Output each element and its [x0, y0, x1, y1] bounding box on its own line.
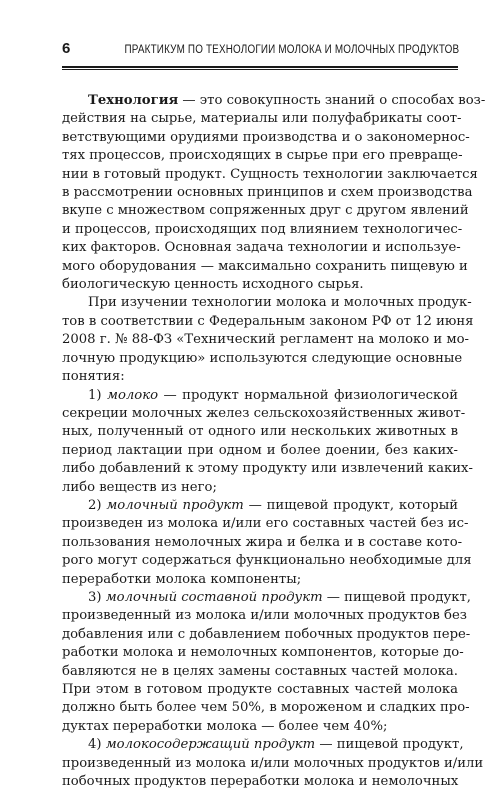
text-line: [62, 736, 464, 754]
text-line: биологическую ценность исходного сырья.: [62, 277, 364, 293]
text-line: произведенный из молока и/или молочных продуктов без: [62, 608, 467, 624]
text-line: рого могут содержаться функционально необходимые для: [62, 553, 472, 569]
item-number: 4): [88, 737, 106, 753]
text-line: бавляются не в целях замены составных частей молока.: [62, 663, 458, 679]
text-line: лочную продукцию» используются следующие основные: [62, 350, 463, 366]
text-line: либо веществ из него;: [62, 479, 217, 495]
text-line: и процессов, происходящих под влиянием технологичес-: [62, 221, 463, 237]
term-milk-product: молочный продукт: [106, 497, 244, 513]
term-milk: молоко: [107, 387, 159, 403]
definition-composite-milk-product: [62, 589, 471, 736]
text-line: [62, 589, 471, 607]
definition-milk-product: [62, 497, 472, 589]
header-rule-thin: [62, 69, 458, 70]
text-line: ких факторов. Основная задача технологии и используе-: [62, 240, 461, 256]
text-line: [62, 497, 458, 515]
paragraph-technology-definition: [62, 92, 486, 294]
running-title: ПРАКТИКУМ ПО ТЕХНОЛОГИИ МОЛОКА И МОЛОЧНЫХ ПРОДУКТОВ: [124, 44, 460, 56]
text-line: вкупе с множеством сопряженных друг с другом явлений: [62, 203, 469, 219]
body-text: [62, 92, 486, 791]
term-composite-milk-product: молочный составной продукт: [105, 589, 323, 605]
text-fragment: — пищевой продукт, который: [243, 497, 458, 513]
text-line: [62, 387, 458, 405]
definition-milk-containing-product: [62, 736, 484, 791]
term-technology: Технология: [88, 93, 179, 108]
item-number: 2): [88, 497, 107, 513]
text-line: дуктах переработки молока — более чем 40%;: [62, 718, 388, 734]
text-line: секреции молочных желез сельскохозяйственных живот-: [62, 405, 466, 421]
header-rule: [62, 66, 458, 68]
item-number: 1): [88, 387, 108, 403]
paragraph-law-reference: [62, 294, 474, 386]
text-line: произведен из молока и/или его составных частей без ис-: [62, 516, 469, 532]
text-line: 2008 г. № 88-ФЗ «Технический регламент на молоко и мо-: [62, 332, 470, 348]
text-line: добавления или с добавлением побочных продуктов пере-: [62, 626, 471, 642]
text-line: действия на сырье, материалы или полуфабрикаты соот-: [62, 111, 462, 127]
text-line: ветствующими орудиями производства и о закономернос-: [62, 129, 470, 145]
text-line: работки молока и немолочных компонентов, которые до-: [62, 645, 464, 661]
text-fragment: — продукт нормальной физиологической: [158, 387, 458, 403]
text-line: нии в готовый продукт. Сущность технологии заключается: [62, 166, 478, 182]
text-fragment: — пищевой продукт,: [315, 737, 464, 753]
text-line: в рассмотрении основных принципов и схем производства: [62, 185, 473, 201]
text-line: либо добавлений к этому продукту или извлечений каких-: [62, 461, 473, 477]
text-line: ных, полученный от одного или нескольких животных в: [62, 424, 458, 440]
text-line: переработки молока компоненты;: [62, 571, 302, 587]
text-line: При этом в готовом продукте составных частей молока: [62, 682, 458, 697]
term-milk-containing-product: молокосодержащий продукт: [105, 737, 316, 753]
text-line: тях процессов, происходящих в сырье при его превраще-: [62, 148, 463, 164]
text-fragment: — это совокупность знаний о способах воз-: [178, 93, 486, 108]
page-number: 6: [62, 40, 71, 57]
definition-milk: [62, 387, 473, 497]
text-line: При изучении технологии молока и молочных продук-: [88, 295, 472, 311]
item-number: 3): [88, 589, 106, 605]
text-line: тов в соответствии с Федеральным законом РФ от 12 июня: [62, 313, 474, 329]
text-line: понятия:: [62, 369, 125, 385]
page-header: [62, 34, 458, 58]
text-line: побочных продуктов переработки молока и немолочных: [62, 774, 459, 790]
text-line: период лактации при одном и более доении, без каких-: [62, 442, 458, 458]
text-fragment: — пищевой продукт,: [322, 589, 471, 605]
text-line: [62, 92, 486, 110]
text-line: произведенный из молока и/или молочных продуктов и/или: [62, 755, 484, 771]
text-line: должно быть более чем 50%, в мороженом и сладких про-: [62, 700, 470, 716]
text-line: мого оборудования — максимально сохранить пищевую и: [62, 258, 468, 274]
text-line: пользования немолочных жира и белка и в составе кото-: [62, 534, 463, 550]
